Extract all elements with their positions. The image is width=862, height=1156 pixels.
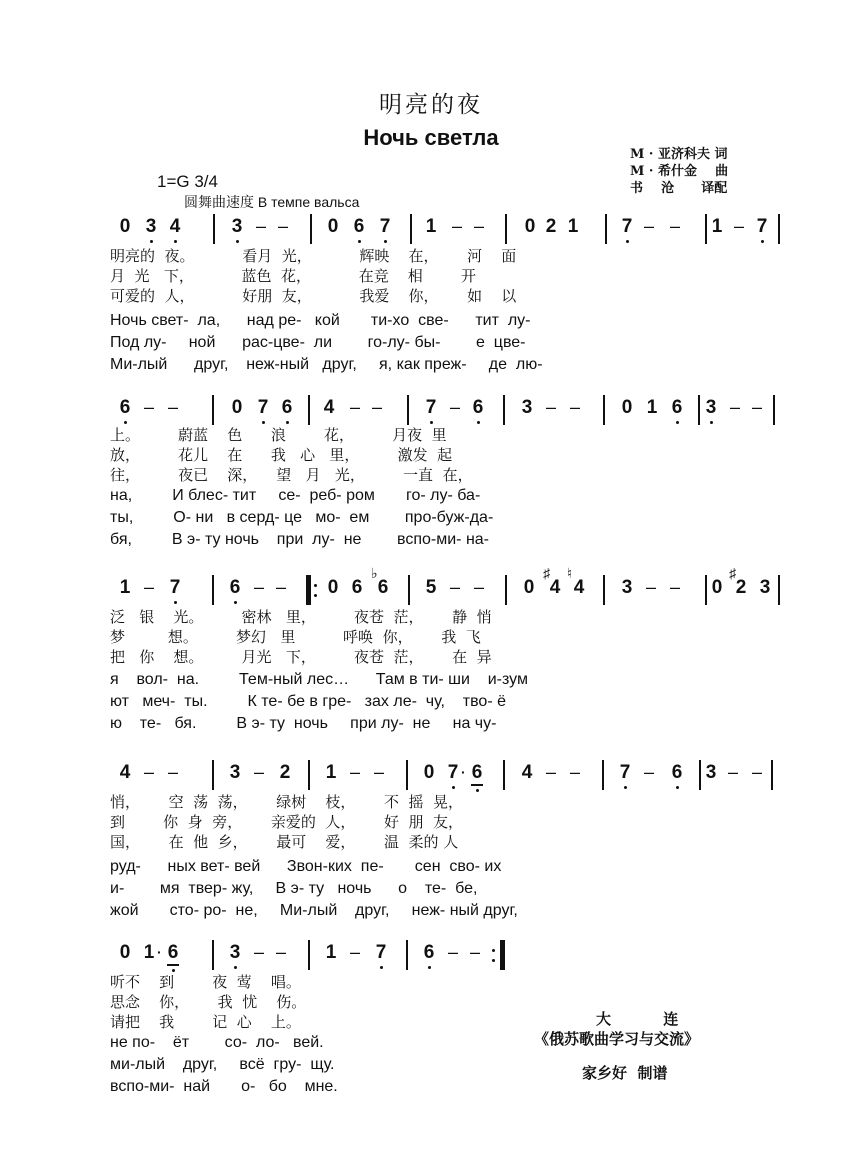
credit-composer: M · 希什金 曲: [630, 164, 729, 179]
bar-line: [212, 395, 214, 425]
lyrics-cn-verse-1: 明亮的 夜。 看月 光， 辉映 在， 河 面: [110, 247, 517, 265]
lyrics-ru-verse-2: Под лу- ной рас-цве- ли го-лу- бы- е цве-: [110, 334, 526, 351]
bar-line: [408, 575, 410, 605]
lyrics-ru-verse-2: ты, О- ни в серд- це мо- ем про-буж-да-: [110, 509, 494, 526]
footer-city: 大 连: [596, 1010, 679, 1028]
sharp-icon: ♯: [729, 565, 736, 581]
bar-line: [698, 395, 700, 425]
bar-line: [603, 395, 605, 425]
bar-line: [310, 214, 312, 244]
lyrics-ru-verse-1: Ночь свет- ла, над ре- кой ти-хо све- тит лу-: [110, 312, 531, 329]
bar-line: [212, 760, 214, 790]
lyrics-cn-verse-3: 请把 我 记 心 上。: [110, 1013, 301, 1031]
bar-line: [410, 214, 412, 244]
lyrics-ru-verse-1: на, И блес- тит се- реб- ром го- лу- ба-: [110, 487, 481, 504]
lyrics-ru-verse-1: руд- ных вет- вей Звон-ких пе- сен сво- их: [110, 858, 502, 875]
lyrics-cn-verse-2: 放， 花儿 在 我 心 里， 激发 起: [110, 446, 453, 464]
repeat-dots: [314, 581, 317, 599]
lyrics-cn-verse-3: 可爱的 人， 好朋 友， 我爱 你， 如 以: [110, 287, 517, 305]
bar-line: [773, 395, 775, 425]
bar-line: [603, 575, 605, 605]
bar-line: [213, 214, 215, 244]
bar-line: [406, 760, 408, 790]
bar-line: [212, 575, 214, 605]
lyrics-cn-verse-2: 到 你 身 旁， 亲爱的 人， 好 朋 友，: [110, 813, 464, 831]
credit-translator: 书 沧 译配: [630, 181, 728, 196]
bar-line: [771, 760, 773, 790]
repeat-start-barline: [306, 575, 311, 605]
lyrics-cn-verse-1: 听不 到 夜 莺 唱。: [110, 973, 301, 991]
lyrics-cn-verse-1: 悄， 空 荡 荡， 绿树 枝， 不 摇 晃，: [110, 793, 464, 811]
bar-line: [699, 760, 701, 790]
lyrics-ru-verse-3: жой сто- ро- не, Ми-лый друг, неж- ный друг,: [110, 902, 518, 919]
title-russian: Ночь светла: [363, 125, 499, 150]
lyrics-ru-verse-2: ми-лый друг, всё гру- щу.: [110, 1056, 335, 1073]
lyrics-cn-verse-2: 月 光 下， 蓝色 花， 在竞 相 开: [110, 267, 476, 285]
bar-line: [503, 760, 505, 790]
footer-source: 《俄苏歌曲学习与交流》: [534, 1030, 700, 1048]
notation-line: 6 – – 0 7 6 4 – – 7 – 6 3 – – 0 1 6 3 – –: [0, 395, 862, 425]
bar-line: [778, 214, 780, 244]
credits: [630, 146, 728, 197]
lyrics-ru-verse-3: Ми-лый друг, неж-ный друг, я, как преж- де лю-: [110, 356, 543, 373]
notation-line: 1 – 7 6 – – 0 6 6 ♭ 5 – – 0 4 ♯ 4 ♮ 3 – – 0 2 ♯ 3: [0, 575, 862, 605]
lyrics-ru-verse-2: и- мя твер- жу, В э- ту ночь о те- бе,: [110, 880, 478, 897]
lyrics-ru-verse-1: я вол- на. Тем-ный лес… Там в ти- ши и-зум: [110, 671, 528, 688]
bar-line: [212, 940, 214, 970]
lyrics-ru-verse-3: бя, В э- ту ночь при лу- не вспо-ми- на-: [110, 531, 489, 548]
bar-line: [503, 395, 505, 425]
natural-icon: ♮: [567, 565, 573, 581]
bar-line: [308, 940, 310, 970]
bar-line: [778, 575, 780, 605]
key-signature: 1=G 3/4: [157, 172, 218, 191]
lyrics-cn-verse-3: 往， 夜已 深， 望 月 光， 一直 在，: [110, 466, 473, 484]
lyrics-ru-verse-3: вспо-ми- най о- бо мне.: [110, 1078, 338, 1095]
title-chinese: 明亮的夜: [379, 92, 483, 118]
bar-line: [308, 760, 310, 790]
lyrics-cn-verse-1: 泛 银 光。 密林 里， 夜苍 茫， 静 悄: [110, 608, 492, 626]
flat-icon: ♭: [371, 565, 378, 581]
notation-line: 4 – – 3 – 2 1 – – 0 7 · 6 4 – – 7 – 6 3 – –: [0, 760, 862, 790]
notation-line: 0 1 · 6 3 – – 1 – 7 6 – –: [0, 940, 862, 970]
lyrics-cn-verse-3: 国， 在 他 乡， 最可 爱， 温 柔的 人: [110, 833, 459, 851]
bar-line: [705, 214, 707, 244]
lyrics-ru-verse-3: ю те- бя. В э- ту ночь при лу- не на чу-: [110, 715, 497, 732]
lyrics-cn-verse-2: 梦 想。 梦幻 里 呼唤 你， 我 飞: [110, 628, 481, 646]
bar-line: [605, 214, 607, 244]
bar-line: [407, 395, 409, 425]
sharp-icon: ♯: [543, 565, 550, 581]
bar-line: [705, 575, 707, 605]
notation-line: 0 3 4 3 – – 0 6 7 1 – – 0 2 1 7 – – 1 – 7: [0, 214, 862, 244]
bar-line: [602, 760, 604, 790]
bar-line: [505, 575, 507, 605]
footer-credit: 家乡好 制谱: [582, 1064, 668, 1082]
credit-lyricist: M · 亚济科夫 词: [630, 147, 728, 162]
repeat-dots: [492, 946, 495, 964]
bar-line: [406, 940, 408, 970]
lyrics-ru-verse-2: ют меч- ты. К те- бе в гре- зах ле- чу, тво- ё: [110, 693, 506, 710]
lyrics-cn-verse-2: 思念 你， 我 忧 伤。: [110, 993, 307, 1011]
lyrics-ru-verse-1: не по- ёт со- ло- вей.: [110, 1034, 324, 1051]
bar-line: [505, 214, 507, 244]
lyrics-cn-verse-3: 把 你 想。 月光 下， 夜苍 茫， 在 异: [110, 648, 492, 666]
lyrics-cn-verse-1: 上。 蔚蓝 色 浪 花， 月夜 里: [110, 426, 447, 444]
repeat-end-barline: [500, 940, 505, 970]
tempo-marking: 圆舞曲速度 В темпе вальса: [184, 194, 360, 210]
bar-line: [308, 395, 310, 425]
